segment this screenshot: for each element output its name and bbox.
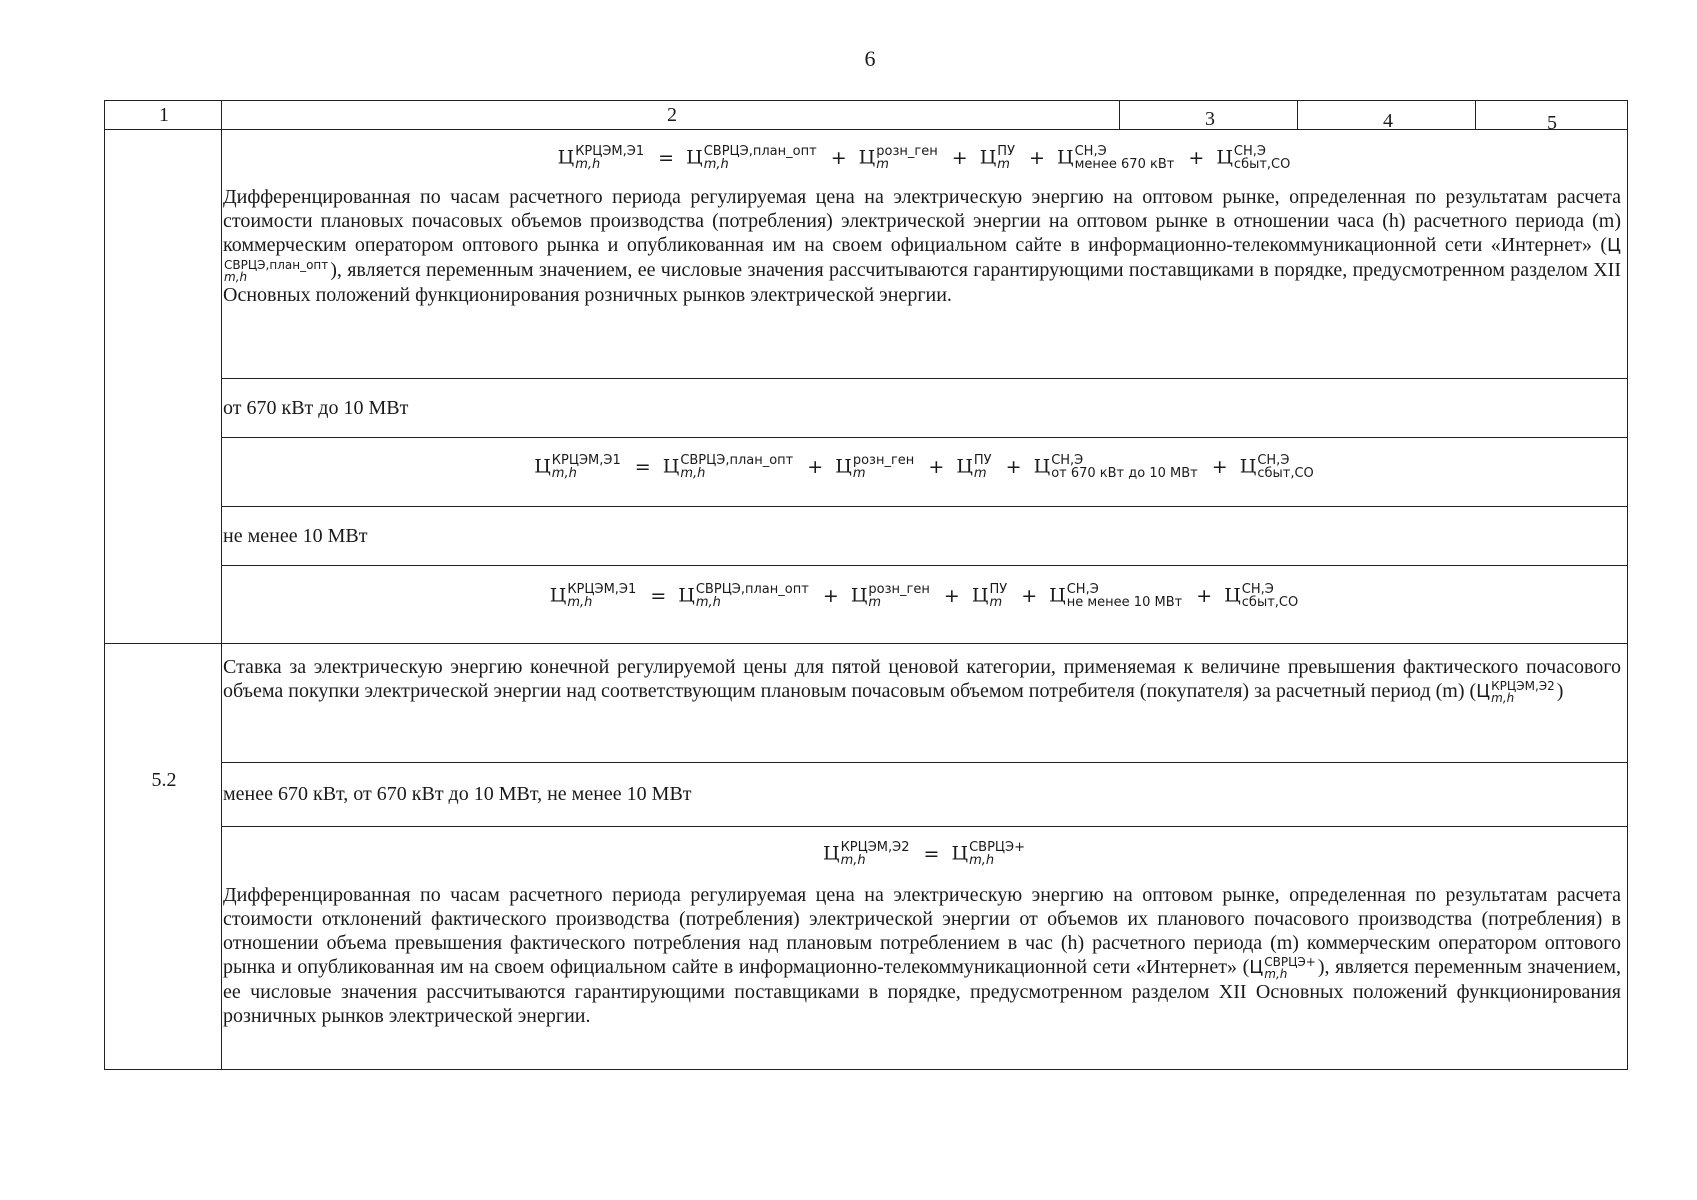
col-divider-2 — [1119, 101, 1120, 129]
col-divider-1 — [221, 101, 222, 1069]
page-number: 6 — [864, 46, 876, 71]
item-number-5-2: 5.2 — [151, 769, 177, 791]
col-header-5: 5 — [1547, 112, 1557, 134]
row-divider-g — [221, 826, 1627, 827]
col-header-1: 1 — [159, 104, 169, 126]
tariff-table — [104, 100, 1628, 1070]
inline-price-term: Ц СВРЦЭ,план_опт m,h — [224, 235, 1621, 284]
col-header-2: 2 — [667, 104, 677, 126]
formula-over-10: Ц КРЦЭМ,Э1 m,h = Ц СВРЦЭ,план_опт m,h + Ц розн_ген m + Ц ПУ m + Ц СН,Э не менее 10 МВт + Ц СН,Э сбыт,СО — [549, 582, 1299, 610]
inline-deviation-term: Ц СВРЦЭ+ m,h — [1249, 955, 1316, 981]
col-header-4: 4 — [1383, 110, 1393, 132]
formula-item-5-2: Ц КРЦЭМ,Э2 m,h = Ц СВРЦЭ+ m,h — [822, 840, 1025, 868]
row-divider-c — [221, 506, 1627, 507]
col-divider-4 — [1475, 101, 1476, 129]
col-header-3: 3 — [1205, 108, 1215, 130]
row-divider-f — [221, 762, 1627, 763]
row-divider-a — [221, 378, 1627, 379]
item-5-2-title: Ставка за электрическую энергию конечной регулируемой цены для пятой ценовой категории, применяемая к величине превышения фактического почасового объема покупки электрической энергии над соответствующим плановым почасовым объемом потребителя (покупателя) за расчетный период (m) (Ц КРЦЭМ,Э2 m,h ) — [223, 656, 1621, 705]
col-divider-3 — [1297, 101, 1298, 129]
row-divider-d — [221, 565, 1627, 566]
item-5-2-power-ranges: менее 670 кВт, от 670 кВт до 10 МВт, не менее 10 МВт — [223, 783, 692, 805]
power-range-over-10: не менее 10 МВт — [223, 525, 368, 547]
power-range-670-10: от 670 кВт до 10 МВт — [223, 397, 409, 419]
deviation-price-description: Дифференцированная по часам расчетного периода регулируемая цена на электрическую энергию на оптовом рынке, определенная по результатам расчета стоимости отклонений фактического производства (потребления) электрической энергии от объемов их планового почасового производства (потребления) в отношении объема превышения фактического потребления над плановым потреблением в час (h) расчетного периода (m) коммерческим оператором оптового рынка и опубликованная им на своем официальном сайте в информационно-телекоммуникационной сети «Интернет» (Ц СВРЦЭ+ m,h ), является переменным значением, ее числовые значения рассчитываются гарантирующими поставщиками в порядке, предусмотренном разделом XII Основных положений функционирования розничных рынков электрической энергии. — [223, 884, 1622, 1027]
row-divider-b — [221, 437, 1627, 438]
inline-rate-term: Ц КРЦЭМ,Э2 m,h — [1476, 679, 1555, 705]
formula-below-670: Ц КРЦЭМ,Э1 m,h = Ц СВРЦЭ,план_опт m,h + Ц розн_ген m + Ц ПУ m + Ц СН,Э менее 670 кВт + Ц СН,Э сбыт,СО — [557, 144, 1291, 172]
formula-670-to-10: Ц КРЦЭМ,Э1 m,h = Ц СВРЦЭ,план_опт m,h + Ц розн_ген m + Ц ПУ m + Ц СН,Э от 670 кВт до 10 МВт + Ц СН,Э сбыт,СО — [534, 453, 1314, 481]
row-divider-e — [105, 643, 1627, 644]
wholesale-price-description: Дифференцированная по часам расчетного периода регулируемая цена на электрическую энергию на оптовом рынке, определенная по результатам расчета стоимости плановых почасовых объемов производства (потребления) электрической энергии на оптовом рынке в отношении часа (h) расчетного периода (m) коммерческим оператором оптового рынка и опубликованная им на своем официальном сайте в информационно-телекоммуникационной сети «Интернет» (Ц СВРЦЭ,план_опт m,h ), является переменным значением, ее числовые значения рассчитываются гарантирующими поставщиками в порядке, предусмотренном разделом XII Основных положений функционирования розничных рынков электрической энергии. — [223, 186, 1621, 306]
header-divider — [105, 129, 1627, 130]
